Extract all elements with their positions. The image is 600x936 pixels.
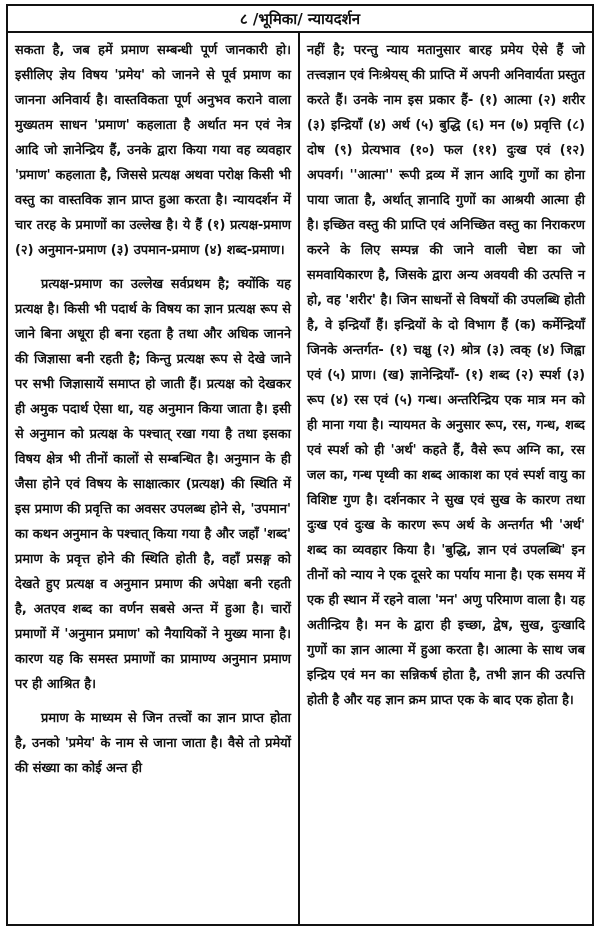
left-paragraph-1: सकता है, जब हमें प्रमाण सम्बन्धी पूर्ण जानकारी हो। इसीलिए ज्ञेय विषय 'प्रमेय' को जानने से पूर्व प्रमाण का जानना अनिवार्य है। वास्तविकता पूर्ण अनुभव कराने वाला मुख्यतम साधन 'प्रमाण' कहलाता है अर्थात मन एवं नेत्र आदि जो ज्ञानेन्द्रिय हैं, उनके द्वारा किया गया वह व्यवहार 'प्रमाण' कहलाता है, जिससे प्रत्यक्ष अथवा परोक्ष किसी भी वस्तु का वास्तविक ज्ञान प्राप्त हुआ करता है। न्यायदर्शन में चार तरह के प्रमाणों का उल्लेख है। ये हैं (१) प्रत्यक्ष-प्रमाण (२) अनुमान-प्रमाण (३) उपमान-प्रमाण (४) शब्द-प्रमाण। bbox=[15, 43, 291, 258]
left-paragraph-2: प्रत्यक्ष-प्रमाण का उल्लेख सर्वप्रथम है; क्योंकि यह प्रत्यक्ष है। किसी भी पदार्थ के विषय का ज्ञान प्रत्यक्ष रूप से जाने बिना अधूरा ही बना रहता है तथा और अधिक जानने की जिज्ञासा बनी रहती है; किन्तु प्रत्यक्ष रूप से देखे जाने पर सभी जिज्ञासायें समाप्त हो जाती हैं। प्रत्यक्ष को देखकर ही अमुक पदार्थ ऐसा था, यह अनुमान किया जाता है। इसी से अनुमान को प्रत्यक्ष के पश्चात् रखा गया है तथा इसका विषय क्षेत्र भी तीनों कालों से सम्बन्धित है। अनुमान के ही जैसा होने एवं विषय के साक्षात्कार (प्रत्यक्ष) की स्थिति में इस प्रमाण की प्रवृत्ति का अवसर उपलब्ध होने से, 'उपमान' का कथन अनुमान के पश्चात् किया गया है और जहाँ 'शब्द' प्रमाण के प्रवृत्त होने की स्थिति होती है, वहाँ प्रसङ्ग को देखते हुए प्रत्यक्ष व अनुमान प्रमाण की अपेक्षा बनी रहती है, अतएव शब्द का वर्णन सबसे अन्त में हुआ है। चारों प्रमाणों में 'अनुमान प्रमाण' को नैयायिकों ने मुख्य माना है। कारण यह कि समस्त प्रमाणों का प्रामाण्य अनुमान प्रमाण पर ही आश्रित है। bbox=[15, 277, 291, 692]
text-columns bbox=[8, 33, 592, 924]
left-paragraph-3: प्रमाण के माध्यम से जिन तत्त्वों का ज्ञान प्राप्त होता है, उनको 'प्रमेय' के नाम से जाना जाता है। वैसे तो प्रमेयों की संख्या का कोई अन्त ही bbox=[15, 711, 291, 776]
right-column bbox=[300, 33, 592, 924]
book-page bbox=[6, 4, 594, 926]
page-header bbox=[8, 6, 592, 33]
right-paragraph-1: नहीं है; परन्तु न्याय मतानुसार बारह प्रमेय ऐसे हैं जो तत्त्वज्ञान एवं निःश्रेयस् की प्राप्ति में अपनी अनिवार्यता प्रस्तुत करते हैं। उनके नाम इस प्रकार हैं- (१) आत्मा (२) शरीर (३) इन्द्रियाँ (४) अर्थ (५) बुद्धि (६) मन (७) प्रवृत्ति (८) दोष (९) प्रेत्यभाव (१०) फल (११) दुःख एवं (१२) अपवर्ग। ''आत्मा'' रूपी द्रव्य में ज्ञान आदि गुणों का होना पाया जाता है, अर्थात् ज्ञानादि गुणों का आश्रयी आत्मा ही है। इच्छित वस्तु की प्राप्ति एवं अनिच्छित वस्तु का निराकरण करने के लिए सम्पन्न की जाने वाली चेष्टा का जो समवायिकारण है, जिसके द्वारा अन्य अवयवी की उत्पत्ति न हो, वह 'शरीर' है। जिन साधनों से विषयों की उपलब्धि होती है, वे इन्द्रियाँ हैं। इन्द्रियों के दो विभाग हैं (क) कर्मेन्द्रियाँ जिनके अन्तर्गत- (१) चक्षु (२) श्रोत्र (३) त्वक् (४) जिह्वा एवं (५) प्राण। (ख) ज्ञानेन्द्रियाँ- (१) शब्द (२) स्पर्श (३) रूप (४) रस एवं (५) गन्ध। अन्तरिन्द्रिय एक मात्र मन को ही माना गया है। न्यायमत के अनुसार रूप, रस, गन्ध, शब्द एवं स्पर्श को ही 'अर्थ' कहते हैं, वैसे रूप अग्नि का, रस जल का, गन्ध पृथ्वी का शब्द आकाश का एवं स्पर्श वायु का विशिष्ट गुण है। दर्शनकार ने सुख एवं सुख के कारण तथा दुःख एवं दुःख के कारण रूप अर्थ के अन्तर्गत भी 'अर्थ' शब्द का व्यवहार किया है। 'बुद्धि, ज्ञान एवं उपलब्धि' इन तीनों को न्याय ने एक दूसरे का पर्याय माना है। एक समय में एक ही स्थान में रहने वाला 'मन' अणु परिमाण वाला है। यह अतीन्द्रिय है। मन के द्वारा ही इच्छा, द्वेष, सुख, दुःखादि गुणों का ज्ञान आत्मा में हुआ करता है। आत्मा के साथ जब इन्द्रिय एवं मन का सन्निकर्ष होता है, तभी ज्ञान की उत्पत्ति होती है और यह ज्ञान क्रम प्राप्त एक के बाद एक होता है। bbox=[307, 43, 585, 708]
left-column bbox=[8, 33, 300, 924]
page-header-title: ८ /भूमिका/ न्यायदर्शन bbox=[239, 9, 361, 28]
